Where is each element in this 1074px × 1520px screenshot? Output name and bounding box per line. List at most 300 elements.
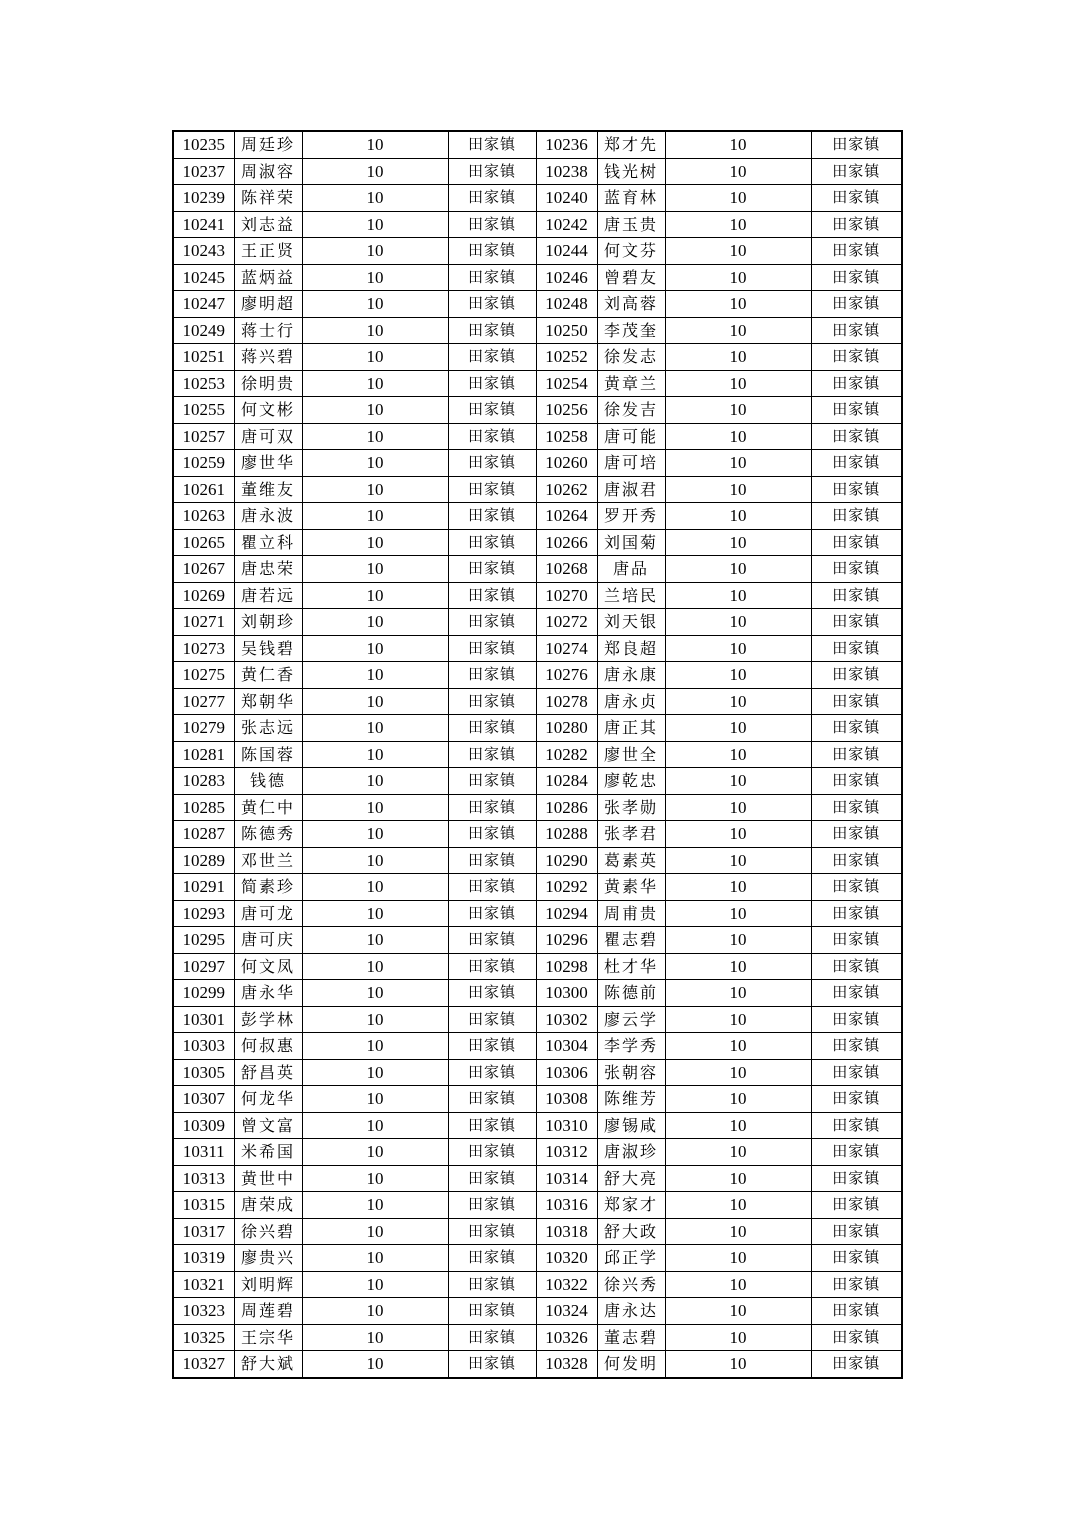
record-id-cell: 10256 [536,397,597,424]
amount-cell: 10 [302,131,448,158]
amount-cell: 10 [665,1271,811,1298]
record-id-cell: 10246 [536,264,597,291]
town-name-cell: 田家镇 [448,131,536,158]
record-id-cell: 10317 [173,1218,234,1245]
record-id-cell: 10273 [173,635,234,662]
town-name-cell: 田家镇 [448,503,536,530]
person-name-cell: 钱光树 [597,158,665,185]
amount-cell: 10 [665,635,811,662]
person-name-cell: 陈德前 [597,980,665,1007]
table-row [173,794,902,821]
town-name-cell: 田家镇 [811,317,902,344]
town-name-cell: 田家镇 [811,794,902,821]
person-name-cell: 唐永华 [234,980,302,1007]
town-name-cell: 田家镇 [448,1006,536,1033]
amount-cell: 10 [302,556,448,583]
amount-cell: 10 [302,291,448,318]
record-id-cell: 10236 [536,131,597,158]
amount-cell: 10 [665,1033,811,1060]
person-name-cell: 廖明超 [234,291,302,318]
person-name-cell: 何文彬 [234,397,302,424]
person-name-cell: 唐可庆 [234,927,302,954]
town-name-cell: 田家镇 [448,450,536,477]
amount-cell: 10 [665,211,811,238]
table-row [173,423,902,450]
table-row [173,1245,902,1272]
table-row [173,1086,902,1113]
table-row [173,1271,902,1298]
person-name-cell: 钱德 [234,768,302,795]
town-name-cell: 田家镇 [811,980,902,1007]
table-row [173,1112,902,1139]
amount-cell: 10 [302,635,448,662]
table-row [173,529,902,556]
amount-cell: 10 [302,476,448,503]
town-name-cell: 田家镇 [811,847,902,874]
person-name-cell: 刘志益 [234,211,302,238]
person-name-cell: 周淑容 [234,158,302,185]
person-name-cell: 唐正其 [597,715,665,742]
table-row [173,980,902,1007]
person-name-cell: 陈维芳 [597,1086,665,1113]
table-row [173,264,902,291]
amount-cell: 10 [302,1059,448,1086]
amount-cell: 10 [665,556,811,583]
record-id-cell: 10240 [536,185,597,212]
town-name-cell: 田家镇 [448,1059,536,1086]
record-id-cell: 10298 [536,953,597,980]
record-id-cell: 10267 [173,556,234,583]
record-id-cell: 10295 [173,927,234,954]
record-id-cell: 10283 [173,768,234,795]
town-name-cell: 田家镇 [811,503,902,530]
person-name-cell: 唐品 [597,556,665,583]
town-name-cell: 田家镇 [811,529,902,556]
amount-cell: 10 [302,1245,448,1272]
record-id-cell: 10318 [536,1218,597,1245]
town-name-cell: 田家镇 [448,211,536,238]
record-id-cell: 10244 [536,238,597,265]
amount-cell: 10 [665,397,811,424]
person-name-cell: 周廷珍 [234,131,302,158]
person-name-cell: 刘高蓉 [597,291,665,318]
person-name-cell: 何叔惠 [234,1033,302,1060]
table-row [173,1298,902,1325]
table-row [173,556,902,583]
person-name-cell: 廖云学 [597,1006,665,1033]
town-name-cell: 田家镇 [448,1033,536,1060]
amount-cell: 10 [665,1086,811,1113]
table-row [173,1033,902,1060]
record-id-cell: 10247 [173,291,234,318]
amount-cell: 10 [665,264,811,291]
record-id-cell: 10279 [173,715,234,742]
amount-cell: 10 [665,344,811,371]
table-row [173,1059,902,1086]
town-name-cell: 田家镇 [448,1245,536,1272]
person-name-cell: 刘朝珍 [234,609,302,636]
table-row [173,1351,902,1378]
record-id-cell: 10281 [173,741,234,768]
town-name-cell: 田家镇 [448,1139,536,1166]
town-name-cell: 田家镇 [448,397,536,424]
town-name-cell: 田家镇 [811,1059,902,1086]
amount-cell: 10 [302,794,448,821]
person-name-cell: 李茂奎 [597,317,665,344]
person-name-cell: 唐可能 [597,423,665,450]
amount-cell: 10 [302,264,448,291]
amount-cell: 10 [302,768,448,795]
record-id-cell: 10302 [536,1006,597,1033]
amount-cell: 10 [665,317,811,344]
town-name-cell: 田家镇 [448,1218,536,1245]
town-name-cell: 田家镇 [448,609,536,636]
town-name-cell: 田家镇 [448,741,536,768]
person-name-cell: 刘国菊 [597,529,665,556]
town-name-cell: 田家镇 [448,715,536,742]
town-name-cell: 田家镇 [811,1271,902,1298]
person-name-cell: 张志远 [234,715,302,742]
record-id-cell: 10315 [173,1192,234,1219]
town-name-cell: 田家镇 [448,688,536,715]
record-id-cell: 10268 [536,556,597,583]
town-name-cell: 田家镇 [811,1086,902,1113]
town-name-cell: 田家镇 [448,1086,536,1113]
town-name-cell: 田家镇 [811,953,902,980]
person-name-cell: 黄仁中 [234,794,302,821]
record-id-cell: 10296 [536,927,597,954]
table-row [173,874,902,901]
record-id-cell: 10307 [173,1086,234,1113]
amount-cell: 10 [665,794,811,821]
record-id-cell: 10270 [536,582,597,609]
record-id-cell: 10265 [173,529,234,556]
amount-cell: 10 [302,1033,448,1060]
record-id-cell: 10309 [173,1112,234,1139]
amount-cell: 10 [665,1139,811,1166]
amount-cell: 10 [302,1298,448,1325]
record-id-cell: 10276 [536,662,597,689]
record-id-cell: 10305 [173,1059,234,1086]
person-name-cell: 王正贤 [234,238,302,265]
town-name-cell: 田家镇 [811,370,902,397]
person-name-cell: 邱正学 [597,1245,665,1272]
record-id-cell: 10266 [536,529,597,556]
amount-cell: 10 [665,980,811,1007]
town-name-cell: 田家镇 [811,264,902,291]
record-id-cell: 10275 [173,662,234,689]
town-name-cell: 田家镇 [448,662,536,689]
amount-cell: 10 [302,847,448,874]
amount-cell: 10 [665,185,811,212]
amount-cell: 10 [665,476,811,503]
record-id-cell: 10327 [173,1351,234,1378]
amount-cell: 10 [665,450,811,477]
person-name-cell: 廖乾忠 [597,768,665,795]
person-name-cell: 陈祥荣 [234,185,302,212]
table-row [173,370,902,397]
town-name-cell: 田家镇 [811,397,902,424]
town-name-cell: 田家镇 [811,1112,902,1139]
record-id-cell: 10285 [173,794,234,821]
record-id-cell: 10293 [173,900,234,927]
table-row [173,715,902,742]
amount-cell: 10 [302,158,448,185]
table-row [173,741,902,768]
table-row [173,344,902,371]
town-name-cell: 田家镇 [811,450,902,477]
table-row [173,635,902,662]
town-name-cell: 田家镇 [811,635,902,662]
town-name-cell: 田家镇 [448,291,536,318]
town-name-cell: 田家镇 [811,238,902,265]
amount-cell: 10 [302,317,448,344]
record-id-cell: 10243 [173,238,234,265]
town-name-cell: 田家镇 [448,264,536,291]
person-name-cell: 李学秀 [597,1033,665,1060]
record-id-cell: 10303 [173,1033,234,1060]
table-row [173,450,902,477]
amount-cell: 10 [302,1192,448,1219]
record-id-cell: 10257 [173,423,234,450]
record-id-cell: 10277 [173,688,234,715]
amount-cell: 10 [302,370,448,397]
amount-cell: 10 [665,529,811,556]
person-name-cell: 唐可培 [597,450,665,477]
town-name-cell: 田家镇 [811,1033,902,1060]
person-name-cell: 瞿立科 [234,529,302,556]
amount-cell: 10 [302,185,448,212]
person-name-cell: 黄素华 [597,874,665,901]
table-row [173,1139,902,1166]
amount-cell: 10 [302,1165,448,1192]
town-name-cell: 田家镇 [448,927,536,954]
amount-cell: 10 [665,847,811,874]
amount-cell: 10 [665,1165,811,1192]
person-name-cell: 刘明辉 [234,1271,302,1298]
record-id-cell: 10299 [173,980,234,1007]
town-name-cell: 田家镇 [448,1192,536,1219]
record-id-cell: 10321 [173,1271,234,1298]
person-name-cell: 简素珍 [234,874,302,901]
table-row [173,688,902,715]
town-name-cell: 田家镇 [448,158,536,185]
person-name-cell: 徐兴碧 [234,1218,302,1245]
record-id-cell: 10289 [173,847,234,874]
amount-cell: 10 [302,1086,448,1113]
record-id-cell: 10237 [173,158,234,185]
table-row [173,953,902,980]
table-row [173,1324,902,1351]
table-row [173,211,902,238]
person-name-cell: 唐忠荣 [234,556,302,583]
amount-cell: 10 [302,821,448,848]
amount-cell: 10 [665,1218,811,1245]
town-name-cell: 田家镇 [448,185,536,212]
record-id-cell: 10310 [536,1112,597,1139]
town-name-cell: 田家镇 [448,344,536,371]
record-id-cell: 10292 [536,874,597,901]
town-name-cell: 田家镇 [448,1112,536,1139]
town-name-cell: 田家镇 [811,1139,902,1166]
person-name-cell: 黄仁香 [234,662,302,689]
amount-cell: 10 [302,503,448,530]
amount-cell: 10 [665,953,811,980]
record-id-cell: 10316 [536,1192,597,1219]
amount-cell: 10 [302,609,448,636]
amount-cell: 10 [665,609,811,636]
record-id-cell: 10323 [173,1298,234,1325]
person-name-cell: 瞿志碧 [597,927,665,954]
amount-cell: 10 [665,1324,811,1351]
record-id-cell: 10274 [536,635,597,662]
person-name-cell: 张孝君 [597,821,665,848]
record-id-cell: 10304 [536,1033,597,1060]
amount-cell: 10 [302,1006,448,1033]
person-name-cell: 唐永波 [234,503,302,530]
amount-cell: 10 [665,821,811,848]
table-row [173,662,902,689]
record-id-cell: 10287 [173,821,234,848]
record-id-cell: 10248 [536,291,597,318]
amount-cell: 10 [302,238,448,265]
town-name-cell: 田家镇 [811,185,902,212]
record-id-cell: 10306 [536,1059,597,1086]
person-name-cell: 蓝炳益 [234,264,302,291]
table-row [173,185,902,212]
person-name-cell: 郑朝华 [234,688,302,715]
amount-cell: 10 [302,953,448,980]
person-name-cell: 舒大政 [597,1218,665,1245]
town-name-cell: 田家镇 [811,1351,902,1378]
person-name-cell: 郑家才 [597,1192,665,1219]
person-name-cell: 廖世全 [597,741,665,768]
person-name-cell: 何文芬 [597,238,665,265]
amount-cell: 10 [302,582,448,609]
person-name-cell: 杜才华 [597,953,665,980]
table-row [173,238,902,265]
record-id-cell: 10312 [536,1139,597,1166]
person-name-cell: 唐玉贵 [597,211,665,238]
town-name-cell: 田家镇 [811,158,902,185]
table-row [173,476,902,503]
town-name-cell: 田家镇 [811,821,902,848]
record-id-cell: 10311 [173,1139,234,1166]
person-name-cell: 唐荣成 [234,1192,302,1219]
amount-cell: 10 [302,1271,448,1298]
town-name-cell: 田家镇 [448,317,536,344]
amount-cell: 10 [665,768,811,795]
record-id-cell: 10239 [173,185,234,212]
record-id-cell: 10264 [536,503,597,530]
amount-cell: 10 [665,1059,811,1086]
person-name-cell: 徐兴秀 [597,1271,665,1298]
person-name-cell: 何文凤 [234,953,302,980]
person-name-cell: 陈国蓉 [234,741,302,768]
amount-cell: 10 [302,662,448,689]
town-name-cell: 田家镇 [811,688,902,715]
person-name-cell: 陈德秀 [234,821,302,848]
record-id-cell: 10263 [173,503,234,530]
town-name-cell: 田家镇 [448,768,536,795]
person-name-cell: 罗开秀 [597,503,665,530]
record-id-cell: 10320 [536,1245,597,1272]
person-name-cell: 蒋士行 [234,317,302,344]
person-name-cell: 彭学林 [234,1006,302,1033]
person-name-cell: 唐永康 [597,662,665,689]
amount-cell: 10 [302,688,448,715]
town-name-cell: 田家镇 [448,1271,536,1298]
amount-cell: 10 [665,927,811,954]
person-name-cell: 曾文富 [234,1112,302,1139]
town-name-cell: 田家镇 [448,476,536,503]
amount-cell: 10 [665,158,811,185]
town-name-cell: 田家镇 [448,900,536,927]
person-name-cell: 蒋兴碧 [234,344,302,371]
amount-cell: 10 [665,238,811,265]
record-id-cell: 10260 [536,450,597,477]
amount-cell: 10 [302,344,448,371]
amount-cell: 10 [302,1351,448,1378]
person-name-cell: 唐若远 [234,582,302,609]
record-id-cell: 10278 [536,688,597,715]
person-name-cell: 何发明 [597,1351,665,1378]
town-name-cell: 田家镇 [448,423,536,450]
town-name-cell: 田家镇 [811,556,902,583]
record-id-cell: 10242 [536,211,597,238]
record-id-cell: 10253 [173,370,234,397]
town-name-cell: 田家镇 [811,874,902,901]
amount-cell: 10 [302,1139,448,1166]
town-name-cell: 田家镇 [811,768,902,795]
amount-cell: 10 [665,1351,811,1378]
person-name-cell: 曾碧友 [597,264,665,291]
table-row [173,847,902,874]
amount-cell: 10 [302,529,448,556]
person-name-cell: 吴钱碧 [234,635,302,662]
roster-body [173,131,902,1378]
town-name-cell: 田家镇 [811,741,902,768]
town-name-cell: 田家镇 [811,344,902,371]
town-name-cell: 田家镇 [448,980,536,1007]
person-name-cell: 郑才先 [597,131,665,158]
town-name-cell: 田家镇 [448,794,536,821]
amount-cell: 10 [302,980,448,1007]
table-row [173,609,902,636]
town-name-cell: 田家镇 [811,1192,902,1219]
record-id-cell: 10280 [536,715,597,742]
town-name-cell: 田家镇 [811,1324,902,1351]
amount-cell: 10 [302,397,448,424]
town-name-cell: 田家镇 [448,635,536,662]
amount-cell: 10 [302,900,448,927]
town-name-cell: 田家镇 [448,1351,536,1378]
table-row [173,768,902,795]
record-id-cell: 10324 [536,1298,597,1325]
table-row [173,927,902,954]
table-row [173,503,902,530]
amount-cell: 10 [302,715,448,742]
amount-cell: 10 [665,1112,811,1139]
amount-cell: 10 [665,370,811,397]
record-id-cell: 10262 [536,476,597,503]
amount-cell: 10 [665,874,811,901]
town-name-cell: 田家镇 [811,476,902,503]
record-id-cell: 10250 [536,317,597,344]
amount-cell: 10 [665,688,811,715]
person-name-cell: 王宗华 [234,1324,302,1351]
person-name-cell: 张朝容 [597,1059,665,1086]
